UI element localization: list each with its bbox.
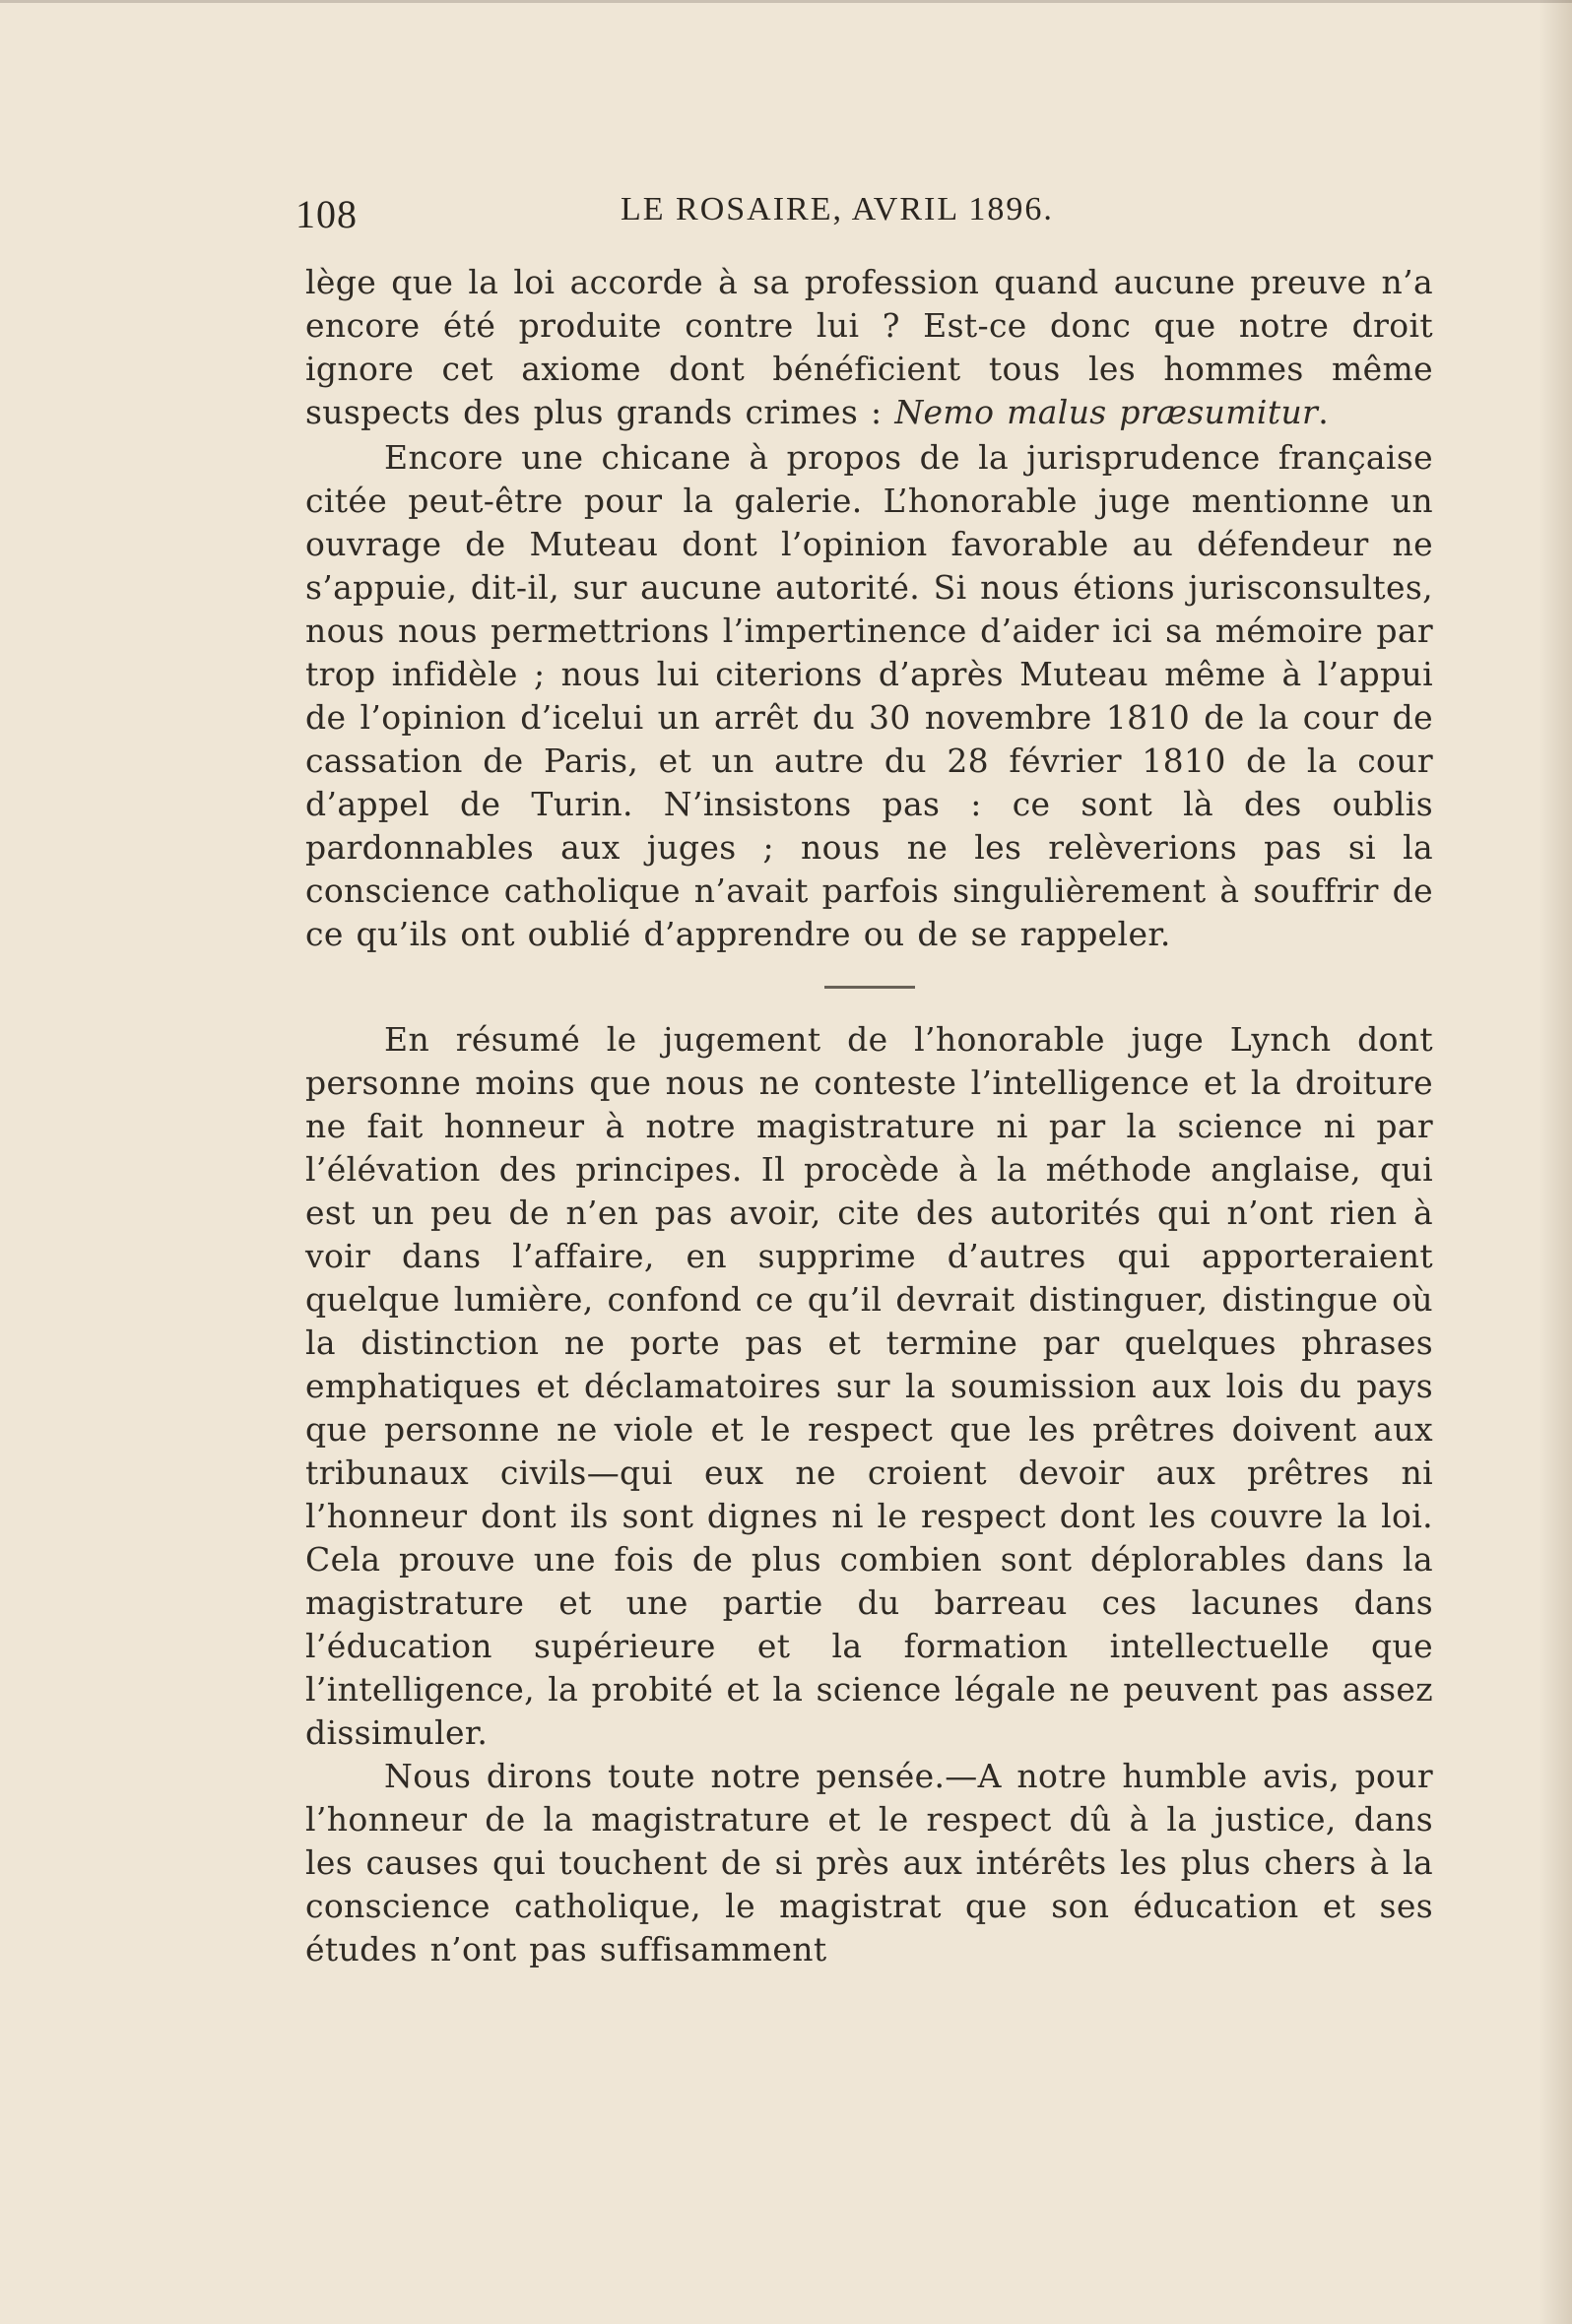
latin-maxim: Nemo malus præsumitur bbox=[894, 393, 1319, 431]
paragraph-summary: En résumé le jugement de l’honorable juge Lynch dont personne moins que nous ne conteste l’intelligence et la droiture ne fait honneur à notre magistrature ni par la science ni par l’élévation des principes. Il procède à la méthode anglaise, qui est un peu de n’en pas avoir, cite des autorités qui n’ont rien à voir dans l’affaire, en supprime d’autres qui apporteraient quelque lumière, confond ce qu’il devrait distinguer, distingue où la distinction ne porte pas et termine par quelques phrases emphatiques et déclamatoires sur la soumission aux lois du pays que personne ne viole et le respect que les prêtres doivent aux tribunaux civils—qui eux ne croient devoir aux prêtres ni l’honneur dont ils sont dignes ni le respect dont les couvre la loi. Cela prouve une fois de plus combien sont déplorables dans la magistrature et une partie du barreau ces lacunes dans l’éducation supérieure et la formation intellectuelle que l’intelligence, la probité et la science légale ne peuvent pas assez dissimuler. bbox=[305, 1020, 1433, 1752]
paragraph-jurisprudence: Encore une chicane à propos de la jurisprudence française citée peut-être pour la galerie. L’honorable juge mentionne un ouvrage de Muteau dont l’opinion favorable au défendeur ne s’appuie, dit-il, sur aucune autorité. Si nous étions jurisconsultes, nous nous permettrions l’impertinence d’aider ici sa mémoire par trop infidèle ; nous lui citerions d’après Muteau même à l’appui de l’opinion d’icelui un arrêt du 30 novembre 1810 de la cour de cassation de Paris, et un autre du 28 février 1810 de la cour d’appel de Turin. N’insistons pas : ce sont là des oublis pardonnables aux juges ; nous ne les relèverions pas si la conscience catholique n’avait parfois singulièrement à souffrir de ce qu’ils ont oublié d’apprendre ou de se rappeler. bbox=[305, 438, 1433, 953]
page-top-edge bbox=[0, 0, 1572, 3]
page-number: 108 bbox=[295, 192, 358, 236]
paragraph-text: lège que la loi accorde à sa profession quand aucune preuve n’a encore été produite contre lui ? Est-ce donc que notre droit ignore cet axiome dont bénéficient tous les hommes même suspects des plus grands crimes : bbox=[305, 263, 1433, 431]
paragraph-continued bbox=[305, 261, 1433, 434]
section-divider bbox=[824, 986, 915, 989]
paragraph-opinion: Nous dirons toute notre pensée.—A notre humble avis, pour l’honneur de la magistrature et le respect dû à la justice, dans les causes qui touchent de si près aux intérêts les plus chers à la conscience catholique, le magistrat que son éducation et ses études n’ont pas suffisamment bbox=[305, 1757, 1433, 1969]
paragraph-text-end: . bbox=[1318, 393, 1330, 431]
running-title: LE ROSAIRE, AVRIL 1896. bbox=[621, 191, 1054, 227]
page-header bbox=[295, 191, 1438, 242]
page-gutter-shadow bbox=[1539, 0, 1572, 2324]
page-body bbox=[305, 261, 1433, 1971]
